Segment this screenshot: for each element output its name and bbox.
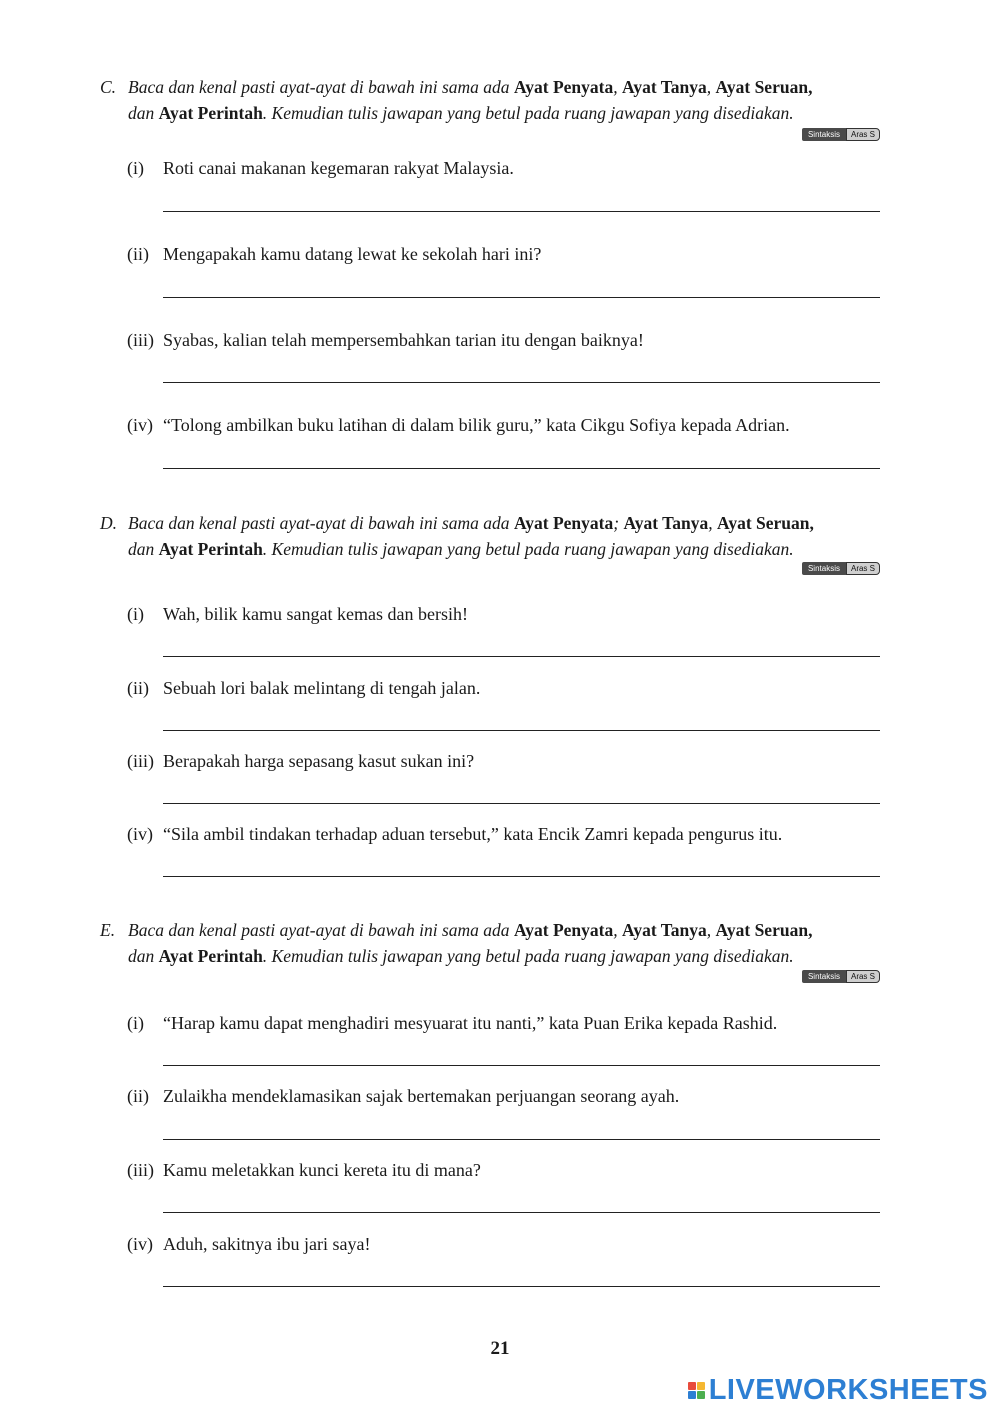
question-text: “Tolong ambilkan buku latihan di dalam bilik guru,” kata Cikgu Sofiya kepada Adrian. bbox=[163, 415, 790, 435]
question-number: (iv) bbox=[127, 824, 153, 844]
badge-skill-label: Sintaksis bbox=[802, 970, 846, 983]
answer-line[interactable] bbox=[163, 1212, 880, 1213]
badge-skill-label: Sintaksis bbox=[802, 128, 846, 141]
instruction-line-1: Baca dan kenal pasti ayat-ayat di bawah ini sama ada Ayat Penyata, Ayat Tanya, Ayat Seruan, bbox=[128, 920, 813, 940]
section-letter: D. bbox=[100, 513, 118, 533]
answer-line[interactable] bbox=[163, 656, 880, 657]
question-text: Roti canai makanan kegemaran rakyat Malaysia. bbox=[163, 158, 514, 178]
question-text: Mengapakah kamu datang lewat ke sekolah hari ini? bbox=[163, 244, 542, 264]
logo-square-green bbox=[697, 1391, 705, 1399]
question-number: (ii) bbox=[127, 678, 149, 698]
answer-line[interactable] bbox=[163, 1139, 880, 1140]
badge-level-label: Aras S bbox=[846, 128, 880, 141]
skill-badge bbox=[802, 970, 880, 983]
question-text: “Harap kamu dapat menghadiri mesyuarat itu nanti,” kata Puan Erika kepada Rashid. bbox=[163, 1013, 778, 1033]
logo-square-blue bbox=[688, 1391, 696, 1399]
answer-line[interactable] bbox=[163, 876, 880, 877]
badge-level-label: Aras S bbox=[846, 562, 880, 575]
question-number: (i) bbox=[127, 1013, 144, 1033]
question-text: “Sila ambil tindakan terhadap aduan tersebut,” kata Encik Zamri kepada pengurus itu. bbox=[163, 824, 783, 844]
badge-level-label: Aras S bbox=[846, 970, 880, 983]
instruction-line-1: Baca dan kenal pasti ayat-ayat di bawah ini sama ada Ayat Penyata; Ayat Tanya, Ayat Seruan, bbox=[128, 513, 814, 533]
page-number: 21 bbox=[490, 1338, 510, 1359]
answer-line[interactable] bbox=[163, 297, 880, 298]
instruction-line-1: Baca dan kenal pasti ayat-ayat di bawah ini sama ada Ayat Penyata, Ayat Tanya, Ayat Seruan, bbox=[128, 77, 813, 97]
logo-square-red bbox=[688, 1382, 696, 1390]
question-number: (ii) bbox=[127, 244, 149, 264]
answer-line[interactable] bbox=[163, 730, 880, 731]
question-text: Berapakah harga sepasang kasut sukan ini? bbox=[163, 751, 475, 771]
answer-line[interactable] bbox=[163, 382, 880, 383]
liveworksheets-logo-icon bbox=[688, 1382, 705, 1399]
question-number: (iv) bbox=[127, 1234, 153, 1254]
liveworksheets-brand[interactable] bbox=[688, 1373, 988, 1406]
question-number: (iii) bbox=[127, 330, 154, 350]
badge-skill-label: Sintaksis bbox=[802, 562, 846, 575]
answer-line[interactable] bbox=[163, 211, 880, 212]
question-number: (iii) bbox=[127, 751, 154, 771]
question-text: Kamu meletakkan kunci kereta itu di mana? bbox=[163, 1160, 481, 1180]
instruction-line-2: dan Ayat Perintah. Kemudian tulis jawapan yang betul pada ruang jawapan yang disediakan. bbox=[128, 103, 794, 123]
answer-line[interactable] bbox=[163, 1065, 880, 1066]
question-number: (iv) bbox=[127, 415, 153, 435]
question-text: Zulaikha mendeklamasikan sajak bertemakan perjuangan seorang ayah. bbox=[163, 1086, 680, 1106]
question-number: (iii) bbox=[127, 1160, 154, 1180]
section-letter: C. bbox=[100, 77, 117, 97]
logo-square-yellow bbox=[697, 1382, 705, 1390]
question-number: (i) bbox=[127, 604, 144, 624]
instruction-line-2: dan Ayat Perintah. Kemudian tulis jawapan yang betul pada ruang jawapan yang disediakan. bbox=[128, 946, 794, 966]
question-text: Syabas, kalian telah mempersembahkan tarian itu dengan baiknya! bbox=[163, 330, 644, 350]
skill-badge bbox=[802, 128, 880, 141]
answer-line[interactable] bbox=[163, 1286, 880, 1287]
answer-line[interactable] bbox=[163, 803, 880, 804]
brand-wordmark: LIVEWORKSHEETS bbox=[708, 1373, 988, 1406]
question-text: Sebuah lori balak melintang di tengah jalan. bbox=[163, 678, 481, 698]
question-number: (ii) bbox=[127, 1086, 149, 1106]
question-text: Wah, bilik kamu sangat kemas dan bersih! bbox=[163, 604, 468, 624]
answer-line[interactable] bbox=[163, 468, 880, 469]
instruction-line-2: dan Ayat Perintah. Kemudian tulis jawapan yang betul pada ruang jawapan yang disediakan. bbox=[128, 539, 794, 559]
question-text: Aduh, sakitnya ibu jari saya! bbox=[163, 1234, 371, 1254]
question-number: (i) bbox=[127, 158, 144, 178]
skill-badge bbox=[802, 562, 880, 575]
section-letter: E. bbox=[100, 920, 116, 940]
